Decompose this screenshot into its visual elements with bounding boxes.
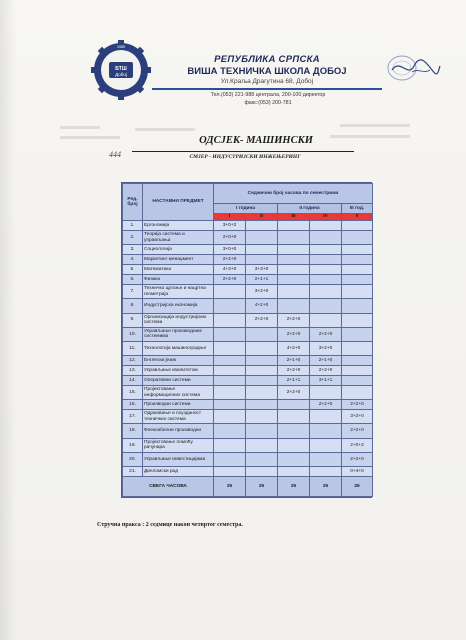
subject-name: Пројектовање помоћу рачунара (143, 438, 214, 452)
hours-cell: 2+1+0 (310, 356, 342, 366)
table-row (123, 299, 373, 313)
hours-cell: 4+2+0 (246, 299, 278, 313)
row-number: 9. (123, 313, 143, 327)
hours-cell (310, 452, 342, 466)
hours-cell (214, 327, 246, 341)
hours-cell (278, 275, 310, 285)
hours-cell (342, 245, 373, 255)
hours-cell (278, 467, 310, 477)
table-row (123, 356, 373, 366)
row-number: 6. (123, 275, 143, 285)
hours-cell (246, 376, 278, 386)
institution-address: Ул.Краља Драгутина 68, Добој (220, 78, 314, 85)
row-number: 2. (123, 231, 143, 245)
row-number: 16. (123, 400, 143, 410)
hours-cell (246, 424, 278, 438)
subject-name: Маркетинг менаџмент (143, 255, 214, 265)
fax-line: факс:(053) 200-781 (244, 100, 292, 106)
hours-cell (214, 385, 246, 399)
logo-text-top: БТШ (115, 66, 127, 72)
hours-cell (246, 342, 278, 356)
hours-cell (278, 284, 310, 298)
subject-name: Енглески језик (143, 356, 214, 366)
hours-cell: 2+1+0 (278, 356, 310, 366)
hours-cell (310, 410, 342, 424)
hours-cell: 2+2+0 (278, 313, 310, 327)
row-number: 3. (123, 245, 143, 255)
hours-cell (214, 313, 246, 327)
hours-cell (246, 452, 278, 466)
hours-cell: 4+2+0 (278, 342, 310, 356)
semester-header: II (246, 213, 278, 221)
department-underline (132, 151, 354, 152)
totals-label: СВЕГА ЧАСОВА (123, 477, 214, 497)
semester-header: V (342, 213, 373, 221)
hours-cell (278, 400, 310, 410)
row-number: 21. (123, 467, 143, 477)
hours-cell (278, 410, 310, 424)
row-number: 18. (123, 424, 143, 438)
total-cell: 25 (214, 477, 246, 497)
hours-cell (342, 265, 373, 275)
table-row (123, 467, 373, 477)
hours-cell (278, 438, 310, 452)
subject-name: Производни системи (143, 400, 214, 410)
row-number: 11. (123, 342, 143, 356)
row-number: 1. (123, 221, 143, 231)
semester-header: IV (310, 213, 342, 221)
table-row (123, 385, 373, 399)
hours-cell: 3+3+0 (246, 265, 278, 275)
hours-cell (246, 327, 278, 341)
hours-cell (310, 231, 342, 245)
col-header-number: Ред. број (123, 184, 143, 221)
totals-row (123, 477, 373, 497)
table-row (123, 255, 373, 265)
school-logo (91, 40, 151, 100)
hours-cell (278, 265, 310, 275)
hours-cell (310, 313, 342, 327)
hours-cell (246, 255, 278, 265)
hours-cell (342, 327, 373, 341)
hours-cell: 3+0+0 (214, 245, 246, 255)
subject-name: Управљање квалитетом (143, 366, 214, 376)
hours-cell (278, 245, 310, 255)
hours-cell: 3+2+0 (342, 410, 373, 424)
hours-cell: 2+1+1 (246, 275, 278, 285)
phone-line: Тел.(053) 221-988 централа, 200-100 директор (210, 92, 326, 98)
table-row (123, 231, 373, 245)
hours-cell (342, 313, 373, 327)
row-number: 19. (123, 438, 143, 452)
hours-cell (214, 467, 246, 477)
subject-name: Управљање инвестицијама (143, 452, 214, 466)
hours-cell: 3+0+2 (214, 221, 246, 231)
col-header-subject: НАСТАВНИ ПРЕДМЕТ (143, 184, 214, 221)
row-number: 7. (123, 284, 143, 298)
hours-cell (246, 438, 278, 452)
table-row (123, 366, 373, 376)
hours-cell: 2+2+0 (342, 452, 373, 466)
hours-cell: 2+2+0 (278, 366, 310, 376)
subject-name: Социологија (143, 245, 214, 255)
hours-cell (246, 356, 278, 366)
hours-cell (278, 255, 310, 265)
row-number: 17. (123, 410, 143, 424)
hours-cell: 2+2+0 (246, 313, 278, 327)
hours-cell (246, 366, 278, 376)
col-header-hours: Седмични број часова по семестрима (214, 184, 373, 204)
row-number: 12. (123, 356, 143, 366)
subject-name: Одржавање и поузданост техничких система (143, 410, 214, 424)
hours-cell (342, 376, 373, 386)
hours-cell: 2+2+0 (310, 400, 342, 410)
row-number: 20. (123, 452, 143, 466)
hours-cell (310, 255, 342, 265)
hours-cell (310, 467, 342, 477)
hours-cell (246, 221, 278, 231)
handwritten-number: 444 (109, 150, 121, 159)
hours-cell: 2+2+0 (310, 366, 342, 376)
logo-ring-text: 1985 (117, 45, 125, 49)
hours-cell (278, 452, 310, 466)
hours-cell: 2+2+0 (342, 424, 373, 438)
subject-name: Организација индустријских система (143, 313, 214, 327)
hours-cell (246, 467, 278, 477)
hours-cell: 0+4+0 (342, 467, 373, 477)
hours-cell (214, 376, 246, 386)
hours-cell (310, 221, 342, 231)
hours-cell: 3+1+1 (310, 376, 342, 386)
internship-note: Стручна пракса : 2 седмице након четвртог семестра. (97, 522, 243, 528)
hours-cell (310, 245, 342, 255)
logo-text-bottom: Добој (115, 72, 127, 77)
year-1-header: I година (214, 203, 278, 213)
subject-name: Оперативни системи (143, 376, 214, 386)
row-number: 8. (123, 299, 143, 313)
hours-cell (278, 299, 310, 313)
year-3-header: III год. (342, 203, 373, 213)
hours-cell (246, 385, 278, 399)
hours-cell: 2+2+0 (278, 327, 310, 341)
institution-header (152, 54, 382, 85)
hours-cell (310, 299, 342, 313)
hours-cell: 2+2+0 (214, 275, 246, 285)
hours-cell (246, 410, 278, 424)
table-row (123, 221, 373, 231)
hours-cell (278, 221, 310, 231)
table-row (123, 313, 373, 327)
total-cell: 25 (278, 477, 310, 497)
subject-name: Теорија система и управљања (143, 231, 214, 245)
semester-header: I (214, 213, 246, 221)
hours-cell (310, 438, 342, 452)
total-cell: 26 (342, 477, 373, 497)
hours-cell (214, 299, 246, 313)
hours-cell: 2+0+2 (342, 438, 373, 452)
institution-contacts (168, 91, 368, 107)
hours-cell (214, 400, 246, 410)
hours-cell (310, 424, 342, 438)
table-row (123, 342, 373, 356)
hours-cell (214, 424, 246, 438)
hours-cell: 2+2+0 (278, 385, 310, 399)
hours-cell (246, 400, 278, 410)
table-row (123, 245, 373, 255)
hours-cell (342, 366, 373, 376)
subject-name: Физика (143, 275, 214, 285)
institution-country: РЕПУБЛИКА СРПСКА (214, 54, 320, 65)
hours-cell (342, 275, 373, 285)
hours-cell (214, 452, 246, 466)
hours-cell (214, 284, 246, 298)
hours-cell (214, 366, 246, 376)
hours-cell: 2+2+0 (310, 327, 342, 341)
institution-name: ВИША ТЕХНИЧКА ШКОЛА ДОБОЈ (187, 66, 347, 77)
hours-cell: 3+2+0 (246, 284, 278, 298)
hours-cell (342, 231, 373, 245)
row-number: 14. (123, 376, 143, 386)
scan-edge-shadow (0, 0, 16, 640)
subject-name: Флексибилни производни (143, 424, 214, 438)
year-2-header: II година (278, 203, 342, 213)
hours-cell (342, 299, 373, 313)
subject-name: Математика (143, 265, 214, 275)
department-title: ОДСЈЕК- МАШИНСКИ (199, 135, 313, 146)
signature-stamp (382, 52, 442, 84)
hours-cell (214, 410, 246, 424)
hours-cell (214, 342, 246, 356)
hours-cell (310, 385, 342, 399)
table-row (123, 327, 373, 341)
subject-name: Управљање производним системима (143, 327, 214, 341)
hours-cell: 2+1+1 (278, 376, 310, 386)
table-row (123, 275, 373, 285)
subject-name: Пројектовање информационих система (143, 385, 214, 399)
table-row (123, 284, 373, 298)
row-number: 13. (123, 366, 143, 376)
hours-cell (342, 221, 373, 231)
hours-cell (342, 255, 373, 265)
table-row (123, 400, 373, 410)
subject-name: Дипломски рад (143, 467, 214, 477)
row-number: 15. (123, 385, 143, 399)
hours-cell (214, 356, 246, 366)
hours-cell (342, 356, 373, 366)
total-cell: 25 (310, 477, 342, 497)
table-row (123, 376, 373, 386)
row-number: 4. (123, 255, 143, 265)
hours-cell (278, 424, 310, 438)
table-row (123, 410, 373, 424)
hours-cell (310, 284, 342, 298)
total-cell: 25 (246, 477, 278, 497)
table-row (123, 424, 373, 438)
table-row (123, 265, 373, 275)
hours-cell (342, 385, 373, 399)
hours-cell: 3+2+0 (310, 342, 342, 356)
row-number: 5. (123, 265, 143, 275)
hours-cell: 4+3+0 (214, 265, 246, 275)
hours-cell (246, 245, 278, 255)
hours-cell (310, 275, 342, 285)
hours-cell: 2+2+0 (214, 255, 246, 265)
subject-name: Индустријска економија (143, 299, 214, 313)
curriculum-table (121, 182, 372, 498)
subject-name: Технологија машиноградње (143, 342, 214, 356)
subject-name: Ергономија (143, 221, 214, 231)
hours-cell: 2+0+0 (214, 231, 246, 245)
table-row (123, 452, 373, 466)
subject-name: Техничко цртање и нацртна геометрија (143, 284, 214, 298)
hours-cell (246, 231, 278, 245)
row-number: 10. (123, 327, 143, 341)
hours-cell (214, 438, 246, 452)
hours-cell: 2+2+0 (342, 400, 373, 410)
major-title: СМЈЕР - ИНДУСТРИЈСКИ ИНЖЕЊЕРИНГ (189, 154, 301, 160)
hours-cell (278, 231, 310, 245)
header-divider (152, 88, 382, 90)
hours-cell (310, 265, 342, 275)
hours-cell (342, 342, 373, 356)
hours-cell (342, 284, 373, 298)
table-row (123, 438, 373, 452)
semester-header: III (278, 213, 310, 221)
